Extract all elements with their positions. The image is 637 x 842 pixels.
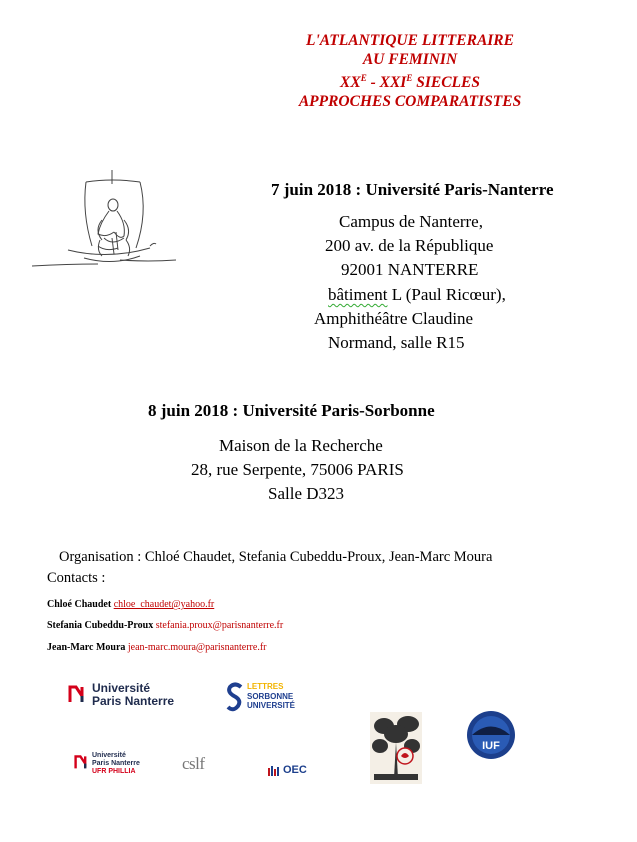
logo-ufr-phillia	[74, 752, 174, 776]
title-line-4: APPROCHES COMPARATISTES	[298, 93, 522, 111]
document-title	[0, 31, 637, 111]
day2-address-line-2: 28, rue Serpente, 75006 PARIS	[191, 460, 404, 479]
day2-address-line-1: Maison de la Recherche	[219, 436, 383, 455]
nanterre-logo-line-1: Université	[92, 681, 151, 695]
logo-cslf: cslf	[182, 754, 205, 773]
logo-lettres-sorbonne-universite	[225, 682, 305, 714]
day1-address-building-word: bâtiment	[328, 285, 388, 304]
phillia-n-mark-icon	[74, 754, 90, 770]
sorbonne-logo-line-2: SORBONNE	[247, 691, 294, 701]
contact-name: Stefania Cubeddu-Proux	[47, 620, 154, 631]
contacts-label: Contacts :	[47, 570, 106, 586]
iuf-logo-text: IUF	[482, 740, 500, 752]
day1-address-line-3: 92001 NANTERRE	[341, 260, 479, 279]
sorbonne-logo-line-1: LETTRES	[247, 682, 284, 691]
oec-logo-text: OEC	[283, 764, 307, 776]
contact-row-1	[47, 599, 214, 610]
contact-email-link[interactable]: jean-marc.moura@parisnanterre.fr	[127, 642, 267, 653]
oec-bars-icon	[268, 766, 282, 776]
title-line-3-b: - XXI	[366, 74, 407, 92]
title-sup-1: E	[360, 73, 367, 83]
logo-iuf	[466, 710, 516, 760]
sorbonne-s-mark-icon	[225, 682, 245, 712]
contact-row-3	[47, 642, 267, 653]
contact-email-link[interactable]: stefania.proux@parisnanterre.fr	[155, 620, 284, 631]
woman-in-boat-sketch	[28, 168, 178, 280]
iuf-circle-icon	[466, 710, 516, 760]
phillia-logo-line-3: UFR PHILLIA	[92, 768, 136, 775]
day1-address-line-6: Normand, salle R15	[328, 333, 465, 352]
title-line-3-c: SIECLES	[412, 74, 480, 92]
contact-row-2	[47, 620, 283, 631]
title-line-1: L'ATLANTIQUE LITTERAIRE	[306, 32, 514, 49]
organisation-line: Organisation : Chloé Chaudet, Stefania Cubeddu-Proux, Jean-Marc Moura	[59, 549, 493, 565]
contact-name: Chloé Chaudet	[47, 599, 112, 610]
day1-address-line-2: 200 av. de la République	[325, 236, 494, 255]
contact-name: Jean-Marc Moura	[47, 642, 126, 653]
day1-heading: 7 juin 2018 : Université Paris-Nanterre	[271, 180, 554, 199]
day1-address-line-1: Campus de Nanterre,	[339, 212, 483, 231]
day1-address-building-rest: L (Paul Ricœur),	[387, 285, 506, 304]
engraving-tree-bird-logo	[370, 712, 422, 784]
nanterre-logo-line-2: Paris Nanterre	[92, 694, 175, 708]
day1-address-line-4	[328, 283, 506, 307]
title-line-2: AU FEMININ	[362, 51, 458, 68]
title-line-3-a: XX	[340, 74, 361, 92]
day2-heading: 8 juin 2018 : Université Paris-Sorbonne	[148, 401, 435, 420]
day2-address-line-3: Salle D323	[268, 484, 345, 503]
logo-oec	[268, 764, 328, 782]
title-line-3	[0, 69, 637, 92]
sorbonne-logo-line-3: UNIVERSITÉ	[247, 701, 296, 710]
phillia-logo-line-2: Paris Nanterre	[92, 760, 140, 767]
contact-email-link[interactable]: chloe_chaudet@yahoo.fr	[113, 599, 215, 610]
day1-address-line-5: Amphithéâtre Claudine	[314, 309, 474, 328]
title-sup-2: E	[406, 73, 413, 83]
phillia-logo-line-1: Université	[92, 752, 126, 759]
nanterre-n-mark-icon	[68, 684, 88, 704]
logo-universite-paris-nanterre	[68, 682, 188, 712]
